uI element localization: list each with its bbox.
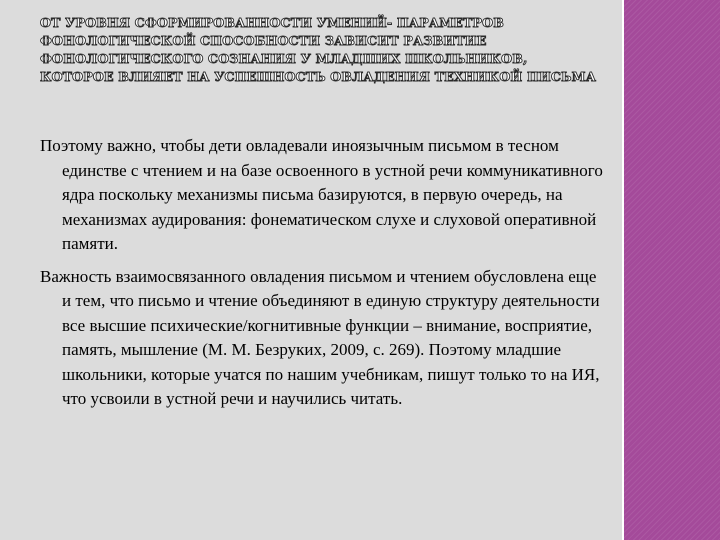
slide-body xyxy=(40,134,606,420)
paragraph-1: Поэтому важно, чтобы дети овладевали иноязычным письмом в тесном единстве с чтением и на базе освоенного в устной речи коммуникативного ядра поскольку механизмы письма базируются, в первую очередь, на механизмах аудирования: фонематическом слухе и слуховой оперативной памяти. xyxy=(40,136,603,253)
decorative-side-panel xyxy=(624,0,720,540)
slide-title: ОТ УРОВНЯ СФОРМИРОВАННОСТИ УМЕНИЙ- ПАРАМЕТРОВ ФОНОЛОГИЧЕСКОЙ СПОСОБНОСТИ ЗАВИСИТ РАЗВИТИЕ ФОНОЛОГИЧЕСКОГО СОЗНАНИЯ У МЛАДШИХ ШКОЛЬНИКОВ, КОТОРОЕ ВЛИЯЕТ НА УСПЕШНОСТЬ ОВЛАДЕНИЯ ТЕХНИКОЙ ПИСЬМА xyxy=(40,15,597,84)
paragraph-2: Важность взаимосвязанного овладения письмом и чтением обусловлена еще и тем, что письмо и чтение объединяют в единую структуру деятельности все высшие психические/когнитивные функции – внимание, восприятие, память, мышление (М. М. Безруких, 2009, с. 269). Поэтому младшие школьники, которые учатся по нашим учебникам, пишут только то на ИЯ, что усвоили в устной речи и научились читать. xyxy=(40,266,600,408)
